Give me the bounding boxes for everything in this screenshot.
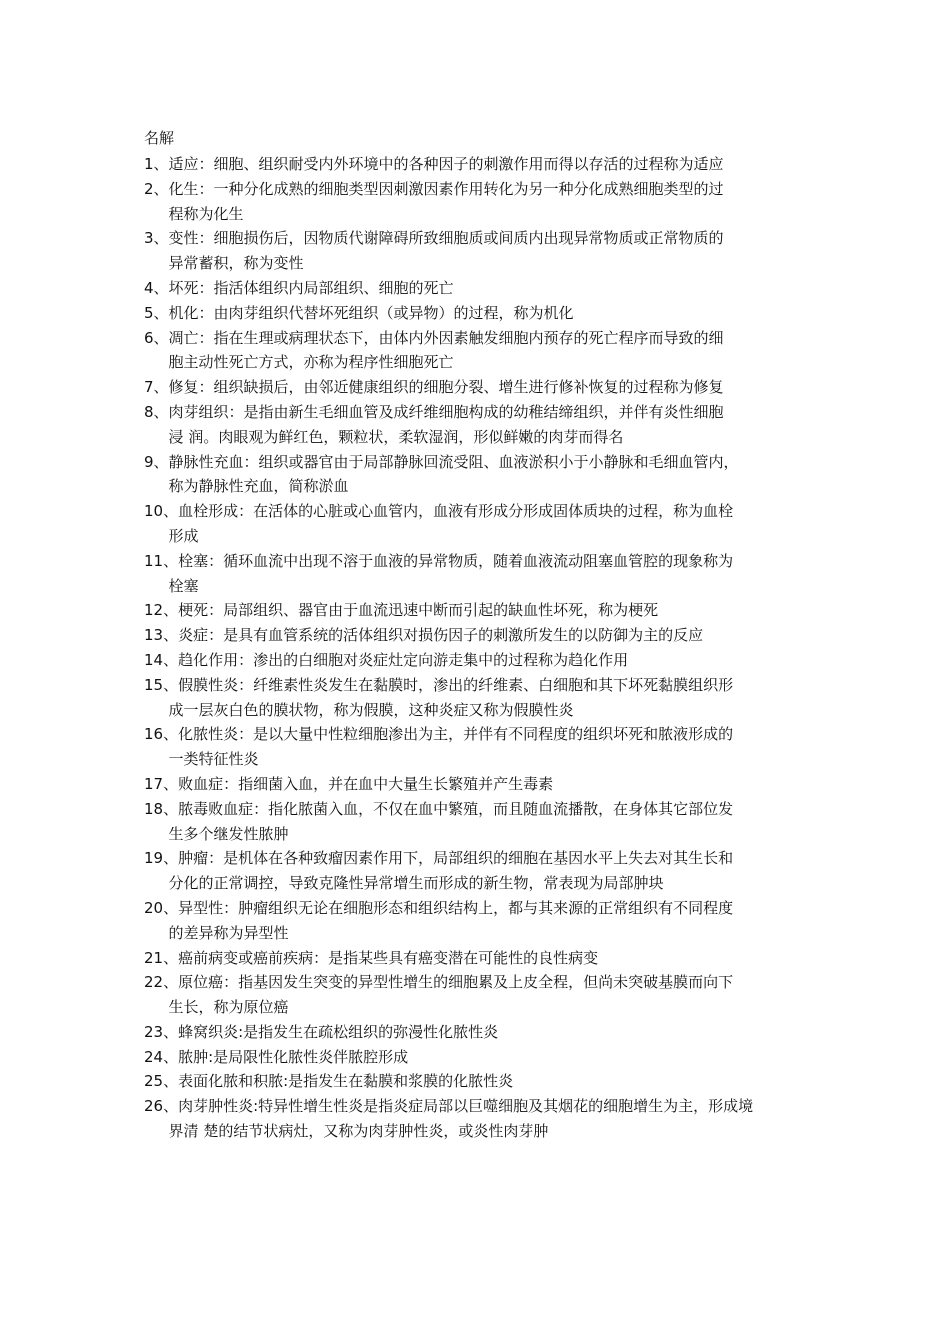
definition-item <box>144 226 824 276</box>
item-text <box>169 400 824 450</box>
definition-item <box>144 722 824 772</box>
item-text-line: 机化：由肉芽组织代替坏死组织（或异物）的过程，称为机化 <box>168 303 574 322</box>
item-number: 6、 <box>144 328 169 347</box>
item-number: 23、 <box>144 1022 179 1041</box>
item-text <box>178 772 824 797</box>
definition-item <box>144 623 824 648</box>
item-text <box>168 722 824 772</box>
item-text <box>168 673 824 723</box>
definition-item <box>144 177 824 227</box>
item-text <box>169 326 824 376</box>
item-text-line: 异型性：肿瘤组织无论在细胞形态和组织结构上，都与其来源的正常组织有不同程度 <box>178 898 734 917</box>
item-number: 8、 <box>144 402 169 421</box>
item-text <box>169 276 824 301</box>
item-text-line: 蜂窝织炎:是指发生在疏松组织的弥漫性化脓性炎 <box>178 1022 499 1041</box>
item-text <box>169 226 824 276</box>
item-text-line: 生多个继发性脓肿 <box>168 824 289 843</box>
item-text-line: 界清 楚的结节状病灶，又称为肉芽肿性炎，或炎性肉芽肿 <box>168 1122 549 1141</box>
definition-list <box>144 152 824 1144</box>
item-text <box>169 152 824 177</box>
item-number: 11、 <box>144 551 179 570</box>
definition-item <box>144 970 824 1020</box>
item-text <box>168 549 824 599</box>
item-text-line: 败血症：指细菌入血，并在血中大量生长繁殖并产生毒素 <box>178 774 554 793</box>
item-text-line: 肿瘤：是机体在各种致瘤因素作用下，局部组织的细胞在基因水平上失去对其生长和 <box>178 849 734 868</box>
item-number: 19、 <box>144 849 179 868</box>
item-text-line: 表面化脓和积脓:是指发生在黏膜和浆膜的化脓性炎 <box>178 1072 514 1091</box>
item-text-line: 形成 <box>168 526 199 545</box>
definition-item <box>144 375 824 400</box>
definition-item <box>144 648 824 673</box>
item-text-line: 静脉性充血：组织或器官由于局部静脉回流受阻、血液淤积小于小静脉和毛细血管内， <box>168 452 739 471</box>
item-text-line: 栓塞 <box>168 576 199 595</box>
item-text-line: 成一层灰白色的膜状物，称为假膜，这种炎症又称为假膜性炎 <box>168 700 574 719</box>
item-text-line: 胞主动性死亡方式，亦称为程序性细胞死亡 <box>168 353 454 372</box>
item-text-line: 血栓形成：在活体的心脏或心血管内，血液有形成分形成固体质块的过程，称为血栓 <box>178 502 734 521</box>
item-number: 22、 <box>144 973 179 992</box>
item-text-line: 生长，称为原位癌 <box>168 998 289 1017</box>
definition-item <box>144 896 824 946</box>
item-number: 5、 <box>144 303 169 322</box>
item-text-line: 假膜性炎：纤维素性炎发生在黏膜时，渗出的纤维素、白细胞和其下坏死黏膜组织形 <box>178 675 734 694</box>
item-text-line: 炎症：是具有血管系统的活体组织对损伤因子的刺激所发生的以防御为主的反应 <box>178 626 704 645</box>
item-text-line: 肉芽肿性炎:特异性增生性炎是指炎症局部以巨噬细胞及其烟花的细胞增生为主，形成境 <box>178 1097 754 1116</box>
item-text-line: 化脓性炎：是以大量中性粒细胞渗出为主，并伴有不同程度的组织坏死和脓液形成的 <box>178 725 734 744</box>
document-title: 名解 <box>144 129 175 147</box>
definition-item <box>144 152 824 177</box>
item-text <box>178 1045 824 1070</box>
definition-item <box>144 450 824 500</box>
item-text <box>169 301 824 326</box>
item-number: 13、 <box>144 626 179 645</box>
definition-item <box>144 1069 824 1094</box>
definition-item <box>144 276 824 301</box>
item-number: 18、 <box>144 799 179 818</box>
item-text-line: 脓肿:是局限性化脓性炎伴脓腔形成 <box>178 1047 409 1066</box>
definition-item <box>144 499 824 549</box>
item-text-line: 适应：细胞、组织耐受内外环境中的各种因子的刺激作用而得以存活的过程称为适应 <box>168 155 724 173</box>
item-number: 3、 <box>144 229 169 248</box>
item-text-line: 修复：组织缺损后，由邻近健康组织的细胞分裂、增生进行修补恢复的过程称为修复 <box>168 378 724 397</box>
item-number: 16、 <box>144 725 179 744</box>
item-text-line: 浸 润。肉眼观为鲜红色，颗粒状，柔软湿润，形似鲜嫩的肉芽而得名 <box>168 427 624 446</box>
definition-item <box>144 301 824 326</box>
definition-item <box>144 598 824 623</box>
item-text-line: 凋亡：指在生理或病理状态下，由体内外因素触发细胞内预存的死亡程序而导致的细 <box>168 328 724 347</box>
item-text-line: 栓塞：循环血流中出现不溶于血液的异常物质，随着血液流动阻塞血管腔的现象称为 <box>178 551 734 570</box>
definition-item <box>144 1094 824 1144</box>
definition-item <box>144 772 824 797</box>
item-text <box>168 499 824 549</box>
item-number: 15、 <box>144 675 179 694</box>
definition-item <box>144 797 824 847</box>
item-text <box>169 450 824 500</box>
item-text <box>168 896 824 946</box>
item-number: 26、 <box>144 1097 179 1116</box>
item-text-line: 分化的正常调控，导致克隆性异常增生而形成的新生物，常表现为局部肿块 <box>168 874 664 893</box>
item-text-line: 程称为化生 <box>168 204 244 223</box>
item-text <box>168 970 824 1020</box>
item-text-line: 原位癌：指基因发生突变的异型性增生的细胞累及上皮全程，但尚未突破基膜而向下 <box>178 973 734 992</box>
item-text <box>169 375 824 400</box>
item-text-line: 变性：细胞损伤后，因物质代谢障碍所致细胞质或间质内出现异常物质或正常物质的 <box>168 229 724 248</box>
item-text-line: 一类特征性炎 <box>168 750 259 769</box>
item-text-line: 梗死：局部组织、器官由于血流迅速中断而引起的缺血性坏死，称为梗死 <box>178 601 659 620</box>
item-text <box>178 648 824 673</box>
item-text <box>178 1069 824 1094</box>
definition-item <box>144 326 824 376</box>
item-number: 25、 <box>144 1072 179 1091</box>
item-number: 20、 <box>144 898 179 917</box>
item-text <box>169 177 824 227</box>
item-number: 14、 <box>144 650 179 669</box>
item-number: 12、 <box>144 601 179 620</box>
item-text <box>168 846 824 896</box>
item-number: 9、 <box>144 452 169 471</box>
item-text-line: 化生：一种分化成熟的细胞类型因刺激因素作用转化为另一种分化成熟细胞类型的过 <box>168 179 724 198</box>
definition-item <box>144 946 824 971</box>
item-text <box>178 946 824 971</box>
item-number: 7、 <box>144 378 169 397</box>
item-text-line: 趋化作用：渗出的白细胞对炎症灶定向游走集中的过程称为趋化作用 <box>178 650 629 669</box>
item-text-line: 异常蓄积，称为变性 <box>168 254 304 273</box>
item-number: 1、 <box>144 155 169 173</box>
item-text <box>178 623 824 648</box>
item-text <box>168 797 824 847</box>
item-text-line: 肉芽组织：是指由新生毛细血管及成纤维细胞构成的幼稚结缔组织，并伴有炎性细胞 <box>168 402 724 421</box>
item-number: 2、 <box>144 179 169 198</box>
item-number: 21、 <box>144 948 179 967</box>
definition-item <box>144 673 824 723</box>
item-text-line: 癌前病变或癌前疾病：是指某些具有癌变潜在可能性的良性病变 <box>178 948 599 967</box>
item-text-line: 坏死：指活体组织内局部组织、细胞的死亡 <box>168 278 454 297</box>
item-number: 10、 <box>144 502 179 521</box>
item-text <box>178 598 824 623</box>
definition-item <box>144 1020 824 1045</box>
item-text-line: 的差异称为异型性 <box>168 923 289 942</box>
item-number: 4、 <box>144 278 169 297</box>
definition-item <box>144 549 824 599</box>
item-text-line: 脓毒败血症：指化脓菌入血，不仅在血中繁殖，而且随血流播散，在身体其它部位发 <box>178 799 734 818</box>
definition-item <box>144 400 824 450</box>
definition-item <box>144 1045 824 1070</box>
item-text-line: 称为静脉性充血，简称淤血 <box>168 477 349 496</box>
item-number: 17、 <box>144 774 179 793</box>
item-text <box>178 1020 824 1045</box>
item-number: 24、 <box>144 1047 179 1066</box>
item-text <box>168 1094 824 1144</box>
definition-item <box>144 846 824 896</box>
